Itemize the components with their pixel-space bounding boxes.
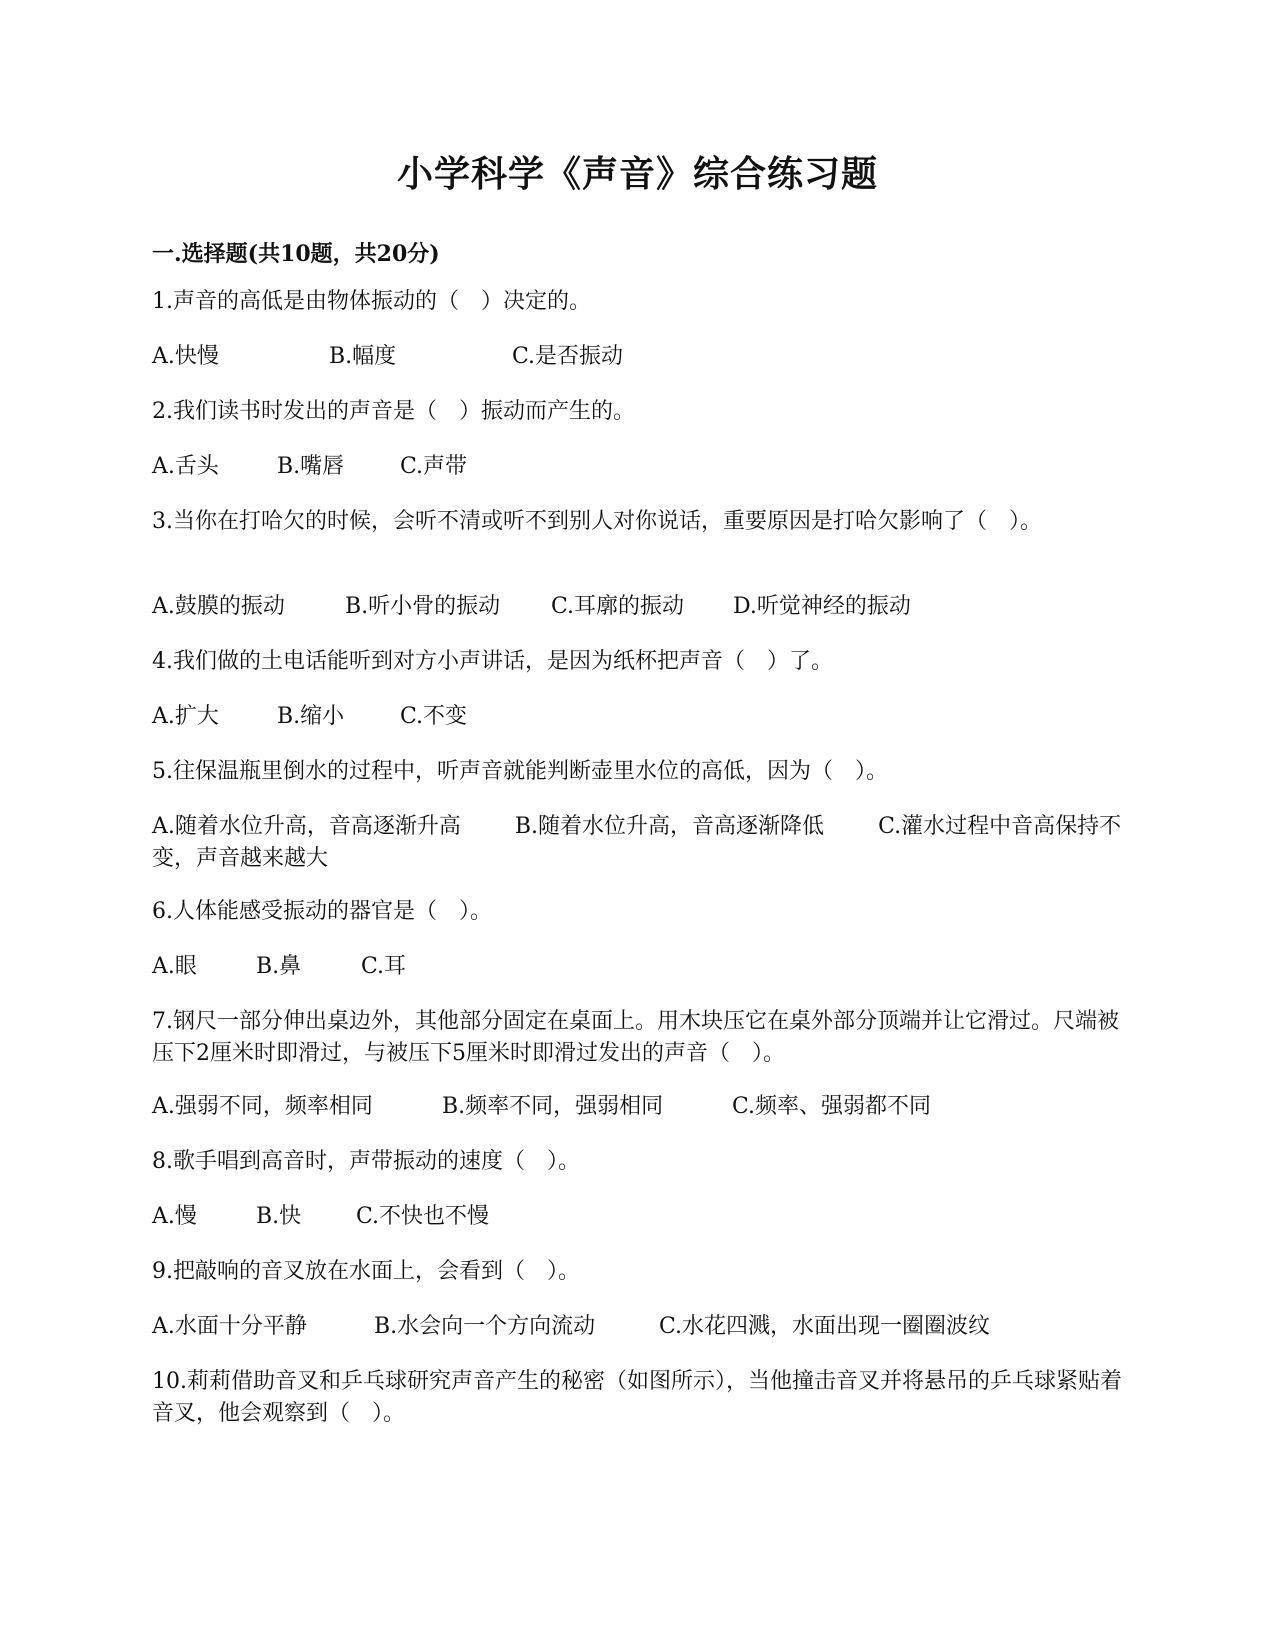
option-b: B.随着水位升高，音高逐渐降低: [514, 814, 825, 839]
option-c: C.耳: [361, 954, 407, 979]
question-2-options: [152, 451, 1122, 483]
question-8: 8.歌手唱到高音时，声带振动的速度（ ）。: [152, 1149, 580, 1174]
question-6-options: [152, 951, 1122, 983]
question-10: 10.莉莉借助音叉和乒乓球研究声音产生的秘密（如图所示），当他撞击音叉并将悬吊的乒乓球紧贴着音叉，他会观察到（ ）。: [152, 1369, 1122, 1426]
question-5: 5.往保温瓶里倒水的过程中，听声音就能判断壶里水位的高低，因为（ ）。: [152, 759, 888, 784]
section-heading: 一.选择题(共10题，共20分): [152, 241, 440, 267]
option-c: C.耳廓的振动: [551, 594, 685, 619]
option-c: C.不变: [400, 704, 468, 729]
option-b: B.快: [256, 1204, 302, 1229]
question-8-options: [152, 1201, 1122, 1233]
option-c: C.灌水过程中音高保持不变，声音越来越大: [152, 814, 1122, 871]
question-1: 1.声音的高低是由物体振动的（ ）决定的。: [152, 289, 591, 314]
option-b: B.频率不同，强弱相同: [442, 1094, 664, 1119]
option-a: A.快慢: [152, 344, 219, 369]
option-a: A.强弱不同，频率相同: [152, 1094, 373, 1119]
option-a: A.舌头: [152, 454, 219, 479]
option-c: C.不快也不慢: [356, 1204, 490, 1229]
question-4-options: [152, 701, 1122, 733]
option-a: A.鼓膜的振动: [152, 594, 285, 619]
question-9: 9.把敲响的音叉放在水面上，会看到（ ）。: [152, 1259, 580, 1284]
option-a: A.慢: [152, 1204, 197, 1229]
question-6: 6.人体能感受振动的器官是（ ）。: [152, 899, 492, 924]
question-4: 4.我们做的土电话能听到对方小声讲话，是因为纸杯把声音（ ）了。: [152, 649, 833, 674]
option-b: B.缩小: [277, 704, 345, 729]
option-b: B.水会向一个方向流动: [374, 1314, 596, 1339]
option-c: C.声带: [400, 454, 468, 479]
question-2: 2.我们读书时发出的声音是（ ）振动而产生的。: [152, 399, 635, 424]
option-a: A.水面十分平静: [152, 1314, 307, 1339]
option-a: A.随着水位升高，音高逐渐升高: [152, 814, 461, 839]
option-c: C.水花四溅，水面出现一圈圈波纹: [659, 1314, 991, 1339]
question-1-options: [152, 341, 1122, 373]
option-c: C.频率、强弱都不同: [732, 1094, 932, 1119]
option-a: A.眼: [152, 954, 197, 979]
question-7: 7.钢尺一部分伸出桌边外，其他部分固定在桌面上。用木块压它在桌外部分顶端并让它滑过。尺端被压下2厘米时即滑过，与被压下5厘米时即滑过发出的声音（ ）。: [152, 1009, 1119, 1066]
option-c: C.是否振动: [512, 344, 624, 369]
question-5-options: [152, 811, 1122, 875]
question-3: 3.当你在打哈欠的时候，会听不清或听不到别人对你说话，重要原因是打哈欠影响了（ ）。: [152, 509, 1042, 534]
question-7-options: [152, 1091, 1122, 1123]
option-b: B.听小骨的振动: [345, 594, 501, 619]
question-9-options: [152, 1311, 1122, 1343]
document-title: 小学科学《声音》综合练习题: [396, 153, 878, 195]
option-a: A.扩大: [152, 704, 219, 729]
option-d: D.听觉神经的振动: [733, 594, 911, 619]
option-b: B.幅度: [329, 344, 397, 369]
option-b: B.嘴唇: [277, 454, 345, 479]
question-3-options: [152, 591, 1122, 623]
option-b: B.鼻: [256, 954, 302, 979]
